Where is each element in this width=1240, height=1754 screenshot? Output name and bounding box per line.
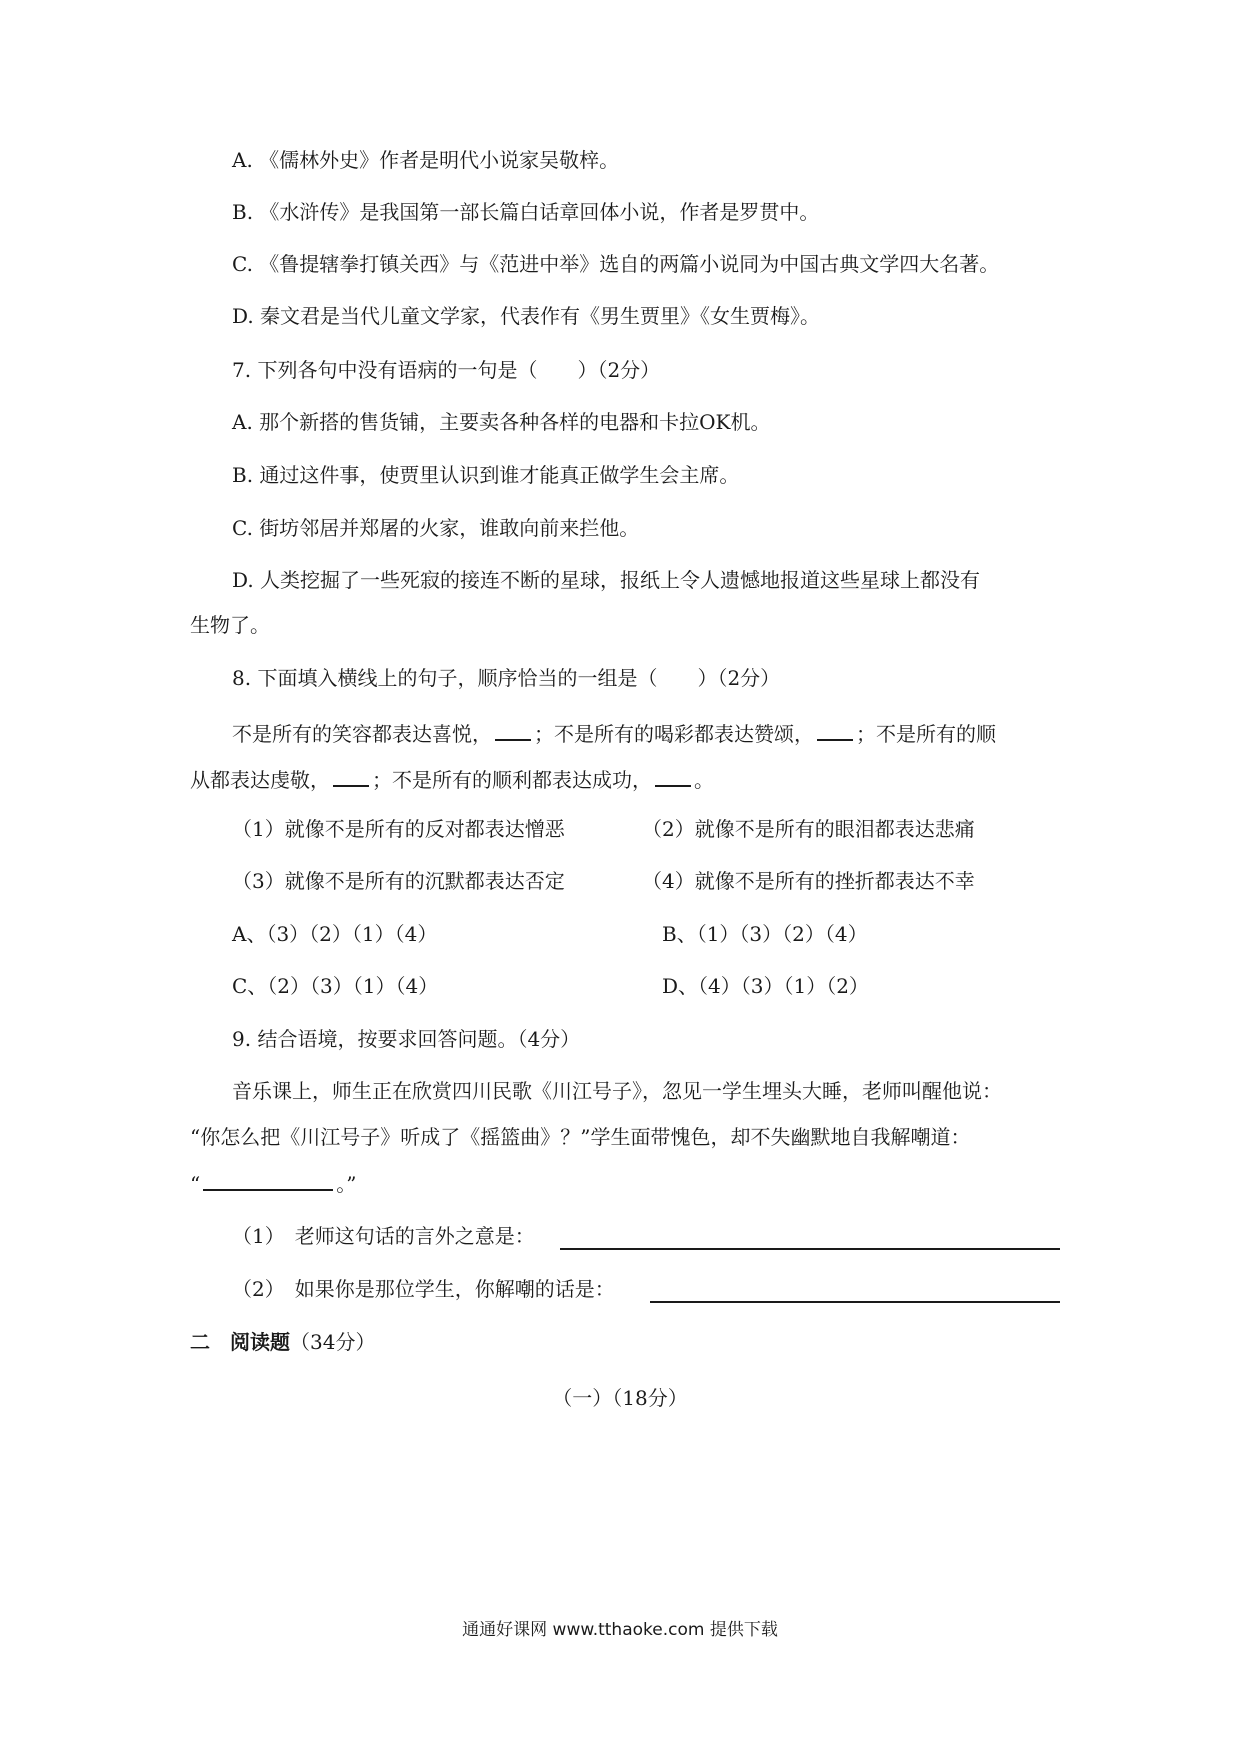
q7-stem: 7. 下列各句中没有语病的一句是（ ）（2分） bbox=[232, 358, 661, 382]
q8-option-d: D、（4）（3）（1）（2） bbox=[662, 974, 869, 998]
q7-option-d-line2: 生物了。 bbox=[190, 613, 270, 637]
answer-blank[interactable] bbox=[495, 717, 531, 741]
q8-passage-text: 从都表达虔敬， bbox=[190, 768, 330, 792]
q9-paragraph-line2: “你怎么把《川江号子》听成了《摇篮曲》？”学生面带愧色，却不失幽默地自我解嘲道： bbox=[190, 1125, 971, 1149]
q7-option-c: C. 街坊邻居并郑屠的火家，谁敢向前来拦他。 bbox=[232, 516, 640, 540]
q6-option-c: C. 《鲁提辖拳打镇关西》与《范进中举》选自的两篇小说同为中国古典文学四大名著。 bbox=[232, 252, 1000, 276]
q8-options-row1 bbox=[232, 920, 1062, 948]
q9-sub-question-1: （1） 老师这句话的言外之意是： bbox=[232, 1224, 535, 1248]
section-points: （34分） bbox=[290, 1330, 376, 1354]
q6-option-a: A. 《儒林外史》作者是明代小说家吴敬梓。 bbox=[232, 148, 620, 172]
q7-option-d-line1: D. 人类挖掘了一些死寂的接连不断的星球，报纸上令人遗憾地报道这些星球上都没有 bbox=[232, 568, 981, 592]
q8-passage-line1 bbox=[232, 717, 1062, 748]
answer-blank[interactable] bbox=[817, 717, 853, 741]
answer-line-1[interactable] bbox=[560, 1248, 1060, 1250]
q8-passage-text: ；不是所有的顺 bbox=[856, 722, 996, 746]
q8-sentence-1: （1）就像不是所有的反对都表达憎恶 bbox=[232, 817, 565, 841]
section-title: 二 阅读题 bbox=[190, 1330, 290, 1354]
section-heading bbox=[190, 1328, 1060, 1356]
q9-stem: 9. 结合语境，按要求回答问题。（4分） bbox=[232, 1027, 581, 1051]
page-footer: 通通好课网 www.tthaoke.com 提供下载 bbox=[462, 1620, 778, 1640]
q6-option-d: D. 秦文君是当代儿童文学家，代表作有《男生贾里》《女生贾梅》。 bbox=[232, 304, 821, 328]
q8-passage-line2 bbox=[190, 763, 1060, 794]
q8-passage-text: ；不是所有的喝彩都表达赞颂， bbox=[534, 722, 814, 746]
q8-passage-text: 。 bbox=[694, 768, 714, 792]
quote-close: 。” bbox=[336, 1172, 357, 1196]
reading-part-heading: （一）（18分） bbox=[552, 1386, 688, 1410]
answer-blank[interactable] bbox=[333, 763, 369, 787]
q8-options-row2 bbox=[232, 972, 1062, 1000]
q9-paragraph-line3 bbox=[190, 1167, 1060, 1198]
q8-option-a: A、（3）（2）（1）（4） bbox=[232, 922, 438, 946]
q8-sentences-row1 bbox=[232, 815, 1062, 843]
quote-open: “ bbox=[190, 1172, 201, 1196]
answer-blank[interactable] bbox=[655, 763, 691, 787]
q8-sentence-4: （4）就像不是所有的挫折都表达不幸 bbox=[642, 869, 975, 893]
q8-passage-text: ；不是所有的顺利都表达成功， bbox=[372, 768, 652, 792]
q8-sentence-3: （3）就像不是所有的沉默都表达否定 bbox=[232, 869, 565, 893]
q8-stem: 8. 下面填入横线上的句子，顺序恰当的一组是（ ）（2分） bbox=[232, 666, 781, 690]
q7-option-b: B. 通过这件事，使贾里认识到谁才能真正做学生会主席。 bbox=[232, 463, 740, 487]
q7-option-a: A. 那个新搭的售货铺，主要卖各种各样的电器和卡拉OK机。 bbox=[232, 410, 771, 434]
q8-passage-text: 不是所有的笑容都表达喜悦， bbox=[232, 722, 492, 746]
q6-option-b: B. 《水浒传》是我国第一部长篇白话章回体小说，作者是罗贯中。 bbox=[232, 200, 820, 224]
q8-option-c: C、（2）（3）（1）（4） bbox=[232, 974, 439, 998]
q9-sub-question-2: （2） 如果你是那位学生，你解嘲的话是： bbox=[232, 1277, 615, 1301]
answer-blank[interactable] bbox=[203, 1167, 333, 1191]
q8-option-b: B、（1）（3）（2）（4） bbox=[662, 922, 868, 946]
q8-sentence-2: （2）就像不是所有的眼泪都表达悲痛 bbox=[642, 817, 975, 841]
answer-line-2[interactable] bbox=[650, 1301, 1060, 1303]
q8-sentences-row2 bbox=[232, 867, 1062, 895]
q9-paragraph-line1: 音乐课上，师生正在欣赏四川民歌《川江号子》，忽见一学生埋头大睡，老师叫醒他说： bbox=[232, 1079, 1002, 1103]
